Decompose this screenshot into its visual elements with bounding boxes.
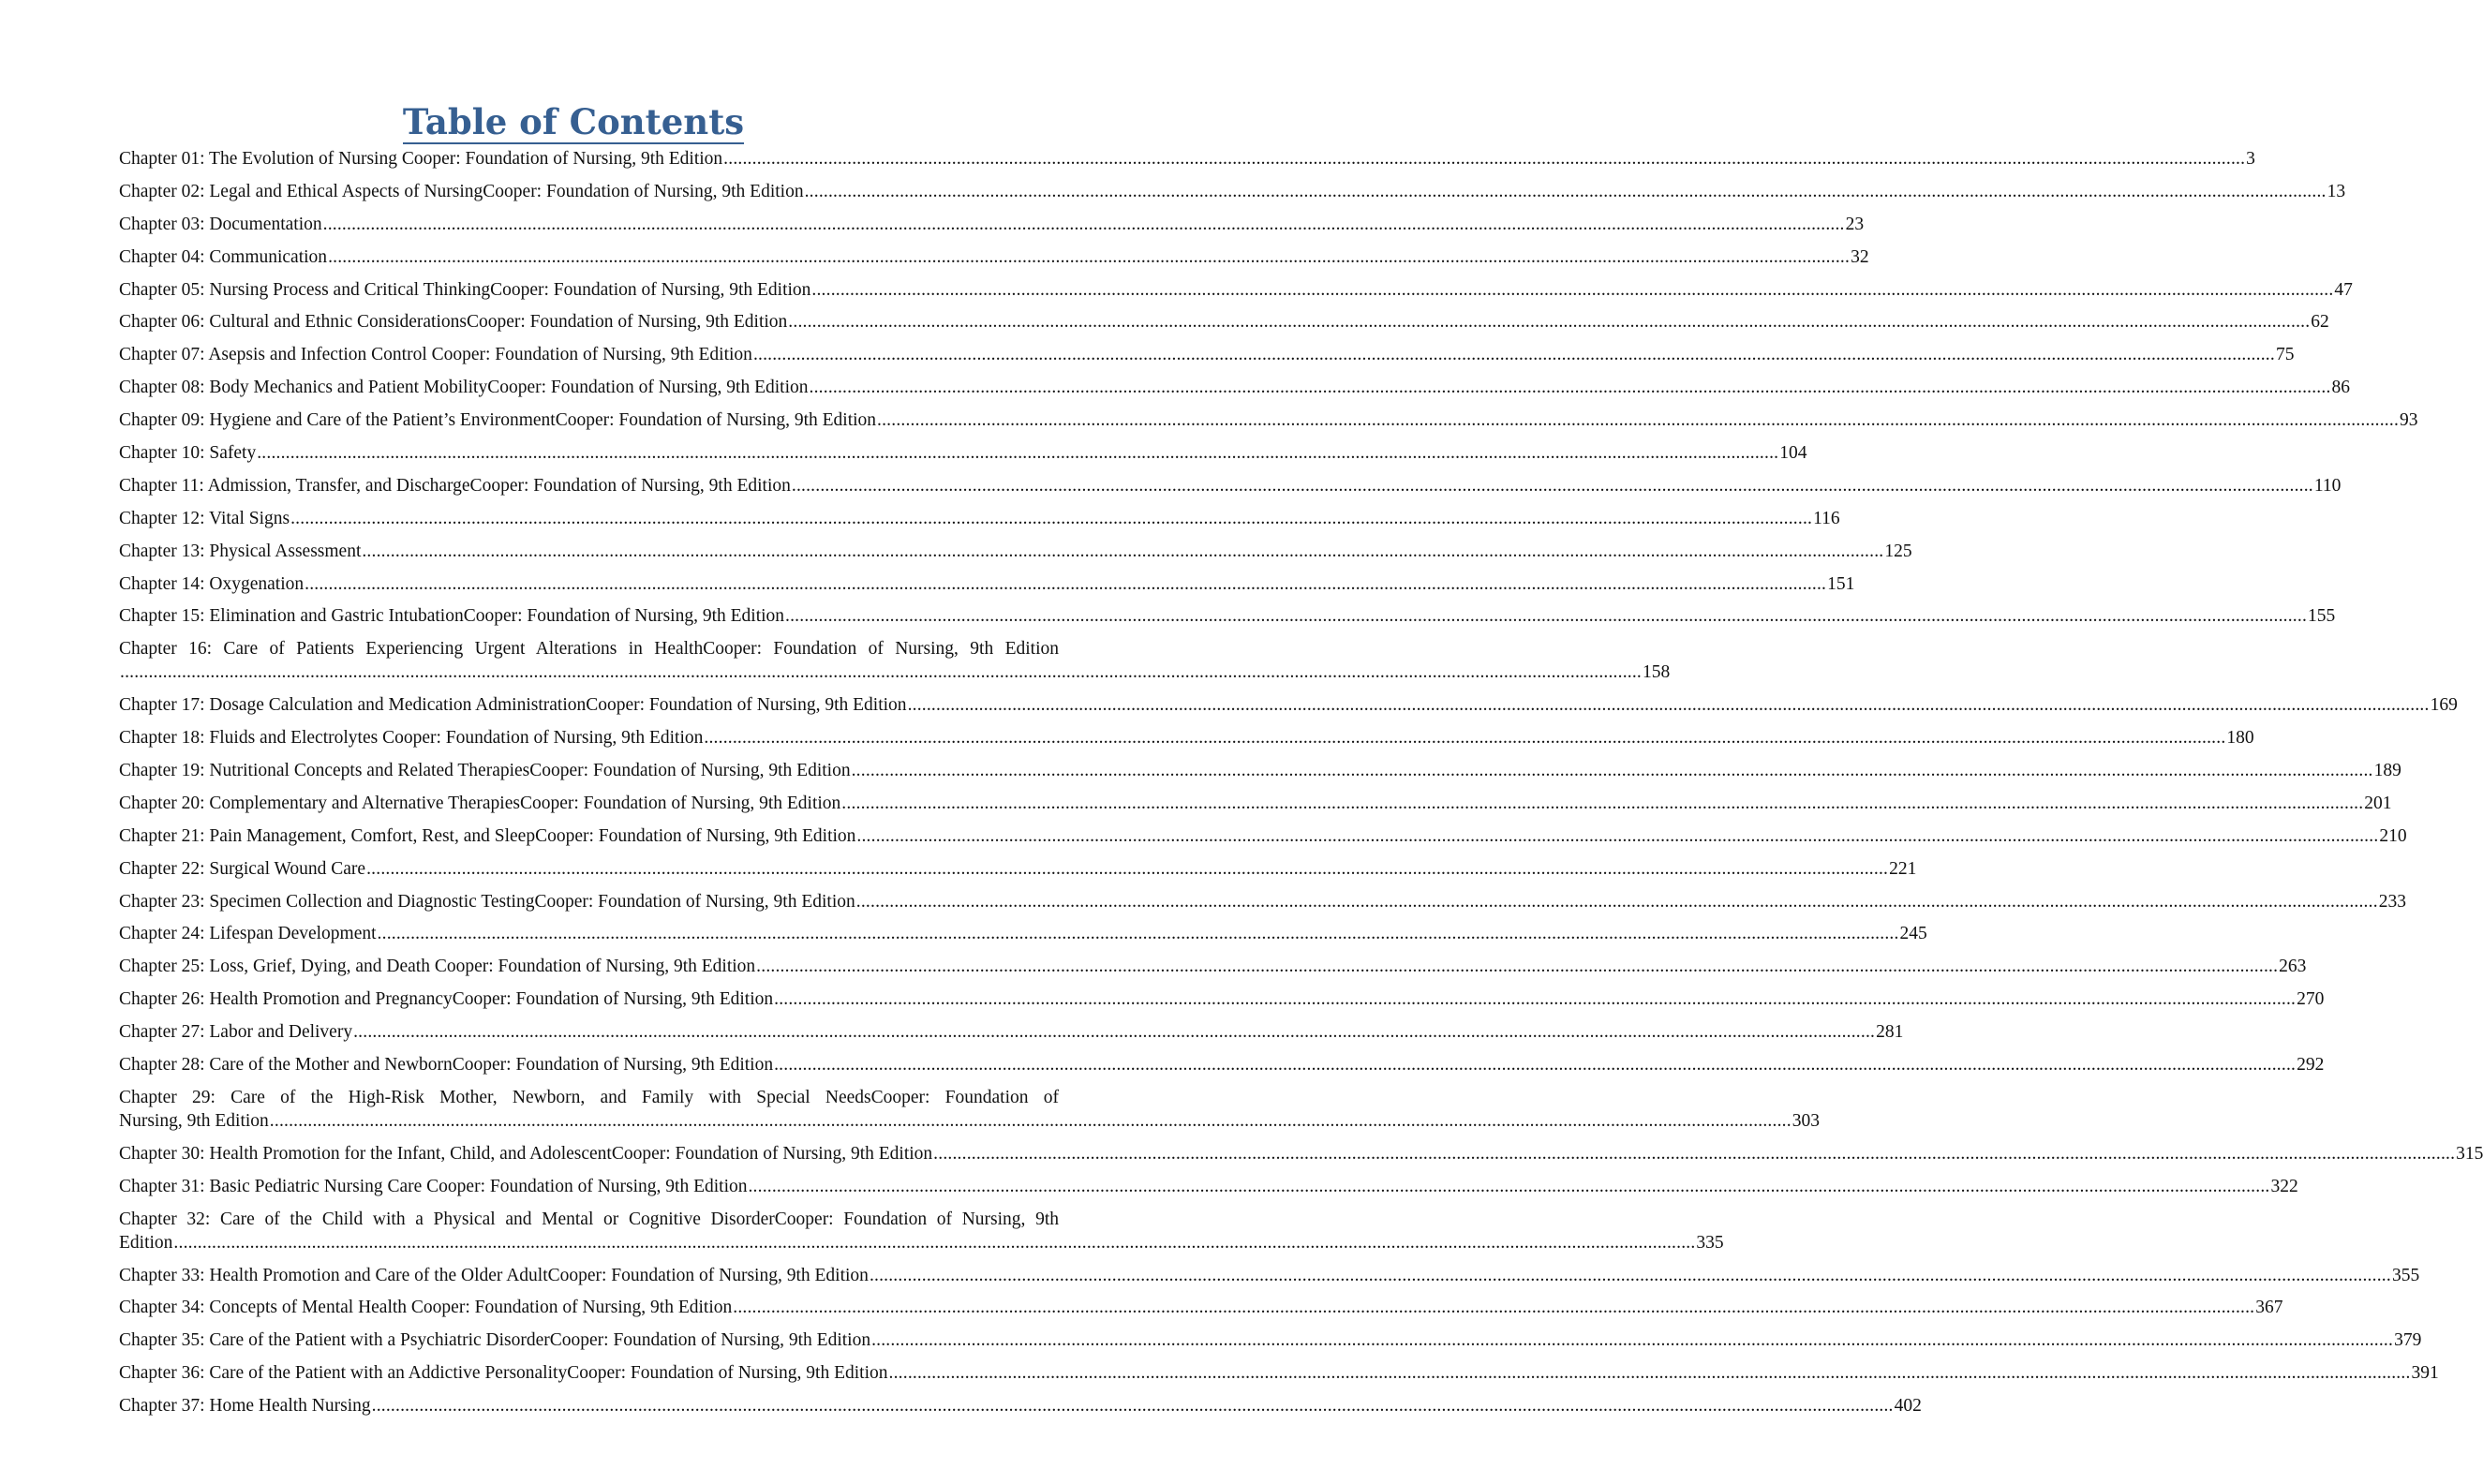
toc-entry[interactable] bbox=[119, 408, 2418, 432]
toc-entry-title: Chapter 07: Asepsis and Infection Control Cooper: Foundation of Nursing, 9th Edition bbox=[119, 345, 752, 365]
toc-entry-title-line: Chapter 32: Care of the Child with a Physical and Mental or Cognitive DisorderCooper: Foundation of Nursing, 9th bbox=[119, 1209, 1059, 1229]
dot-leader bbox=[305, 572, 1826, 596]
toc-entry[interactable] bbox=[119, 245, 1869, 269]
toc-entry-page-number: 180 bbox=[2226, 728, 2254, 749]
dot-leader bbox=[871, 1328, 2393, 1352]
dot-leader bbox=[785, 604, 2307, 628]
toc-entry-line bbox=[119, 343, 2295, 366]
toc-entry-title: Chapter 31: Basic Pediatric Nursing Care Cooper: Foundation of Nursing, 9th Edition bbox=[119, 1176, 748, 1196]
toc-entry-title: Chapter 23: Specimen Collection and Diagnostic TestingCooper: Foundation of Nursing, 9th Edition bbox=[119, 891, 855, 912]
toc-entry[interactable] bbox=[119, 310, 2329, 334]
toc-entry-page-number: 158 bbox=[1643, 662, 1671, 683]
toc-entry-title: Chapter 27: Labor and Delivery bbox=[119, 1022, 353, 1043]
dot-leader bbox=[933, 1142, 2455, 1165]
toc-entry[interactable] bbox=[119, 693, 2458, 717]
toc-entry-line bbox=[119, 474, 2342, 497]
toc-entry-line bbox=[119, 922, 1927, 945]
toc-entry-line bbox=[119, 1175, 2298, 1198]
toc-entry[interactable] bbox=[119, 1296, 2283, 1319]
toc-entry-title: Chapter 04: Communication bbox=[119, 246, 328, 267]
toc-entry-line bbox=[119, 441, 1807, 465]
toc-entry-page-number: 104 bbox=[1779, 443, 1807, 464]
toc-entry-line bbox=[119, 660, 1671, 684]
toc-entry[interactable] bbox=[119, 637, 1671, 684]
toc-entry-line bbox=[119, 1394, 1922, 1417]
dot-leader bbox=[792, 474, 2313, 497]
toc-entry-line bbox=[119, 572, 1855, 596]
toc-entry-line bbox=[119, 278, 2353, 302]
toc-entry-page-number: 355 bbox=[2391, 1265, 2420, 1285]
toc-entry-page-number: 315 bbox=[2456, 1143, 2483, 1164]
toc-entry-page-number: 303 bbox=[1792, 1110, 1821, 1131]
toc-entry[interactable] bbox=[119, 1086, 1821, 1133]
toc-entry[interactable] bbox=[119, 376, 2351, 399]
toc-entry[interactable] bbox=[119, 890, 2407, 913]
toc-entry-page-number: 263 bbox=[2279, 957, 2307, 977]
toc-entry[interactable] bbox=[119, 857, 1917, 881]
toc-entry-line bbox=[119, 1053, 2325, 1076]
toc-entry-title: Chapter 20: Complementary and Alternative TherapiesCooper: Foundation of Nursing, 9th Edition bbox=[119, 793, 841, 813]
toc-entry[interactable] bbox=[119, 474, 2342, 497]
toc-entry-title: Chapter 33: Health Promotion and Care of the Older AdultCooper: Foundation of Nursing, 9th Edition bbox=[119, 1265, 869, 1285]
toc-entry-line bbox=[119, 792, 2392, 815]
toc-entry-line bbox=[119, 1264, 2420, 1287]
toc-entry[interactable] bbox=[119, 824, 2407, 848]
toc-entry-title: Chapter 05: Nursing Process and Critical ThinkingCooper: Foundation of Nursing, 9th Edition bbox=[119, 279, 811, 300]
toc-entry-page-number: 47 bbox=[2334, 279, 2353, 300]
toc-entry-title: Chapter 36: Care of the Patient with an Addictive PersonalityCooper: Foundation of Nursing, 9th Edition bbox=[119, 1363, 888, 1384]
toc-entry-page-number: 13 bbox=[2327, 181, 2346, 201]
toc-entry-title: Chapter 08: Body Mechanics and Patient MobilityCooper: Foundation of Nursing, 9th Edition bbox=[119, 378, 809, 398]
toc-entry-page-number: 75 bbox=[2275, 345, 2295, 365]
toc-entry-line bbox=[119, 987, 2325, 1011]
toc-entry-title: Chapter 34: Concepts of Mental Health Cooper: Foundation of Nursing, 9th Edition bbox=[119, 1298, 733, 1318]
toc-entry-title: Chapter 25: Loss, Grief, Dying, and Death Cooper: Foundation of Nursing, 9th Edition bbox=[119, 957, 756, 977]
toc-entry-title: Chapter 21: Pain Management, Comfort, Rest, and SleepCooper: Foundation of Nursing, 9th Edition bbox=[119, 825, 856, 846]
toc-entry-page-number: 86 bbox=[2331, 378, 2351, 398]
toc-entry-line bbox=[119, 1142, 2483, 1165]
toc-entry-title: Chapter 03: Documentation bbox=[119, 214, 322, 234]
toc-entry[interactable] bbox=[119, 1175, 2298, 1198]
toc-entry-line bbox=[119, 693, 2458, 717]
toc-entry[interactable] bbox=[119, 180, 2346, 203]
toc-entry-line bbox=[119, 213, 1865, 236]
toc-entry-title: Edition bbox=[119, 1232, 173, 1253]
toc-entry-title: Chapter 02: Legal and Ethical Aspects of NursingCooper: Foundation of Nursing, 9th Edition bbox=[119, 181, 804, 201]
toc-entry[interactable] bbox=[119, 1208, 1724, 1254]
toc-entry-title: Chapter 37: Home Health Nursing bbox=[119, 1396, 371, 1417]
dot-leader bbox=[856, 824, 2378, 848]
toc-entry-title: Chapter 26: Health Promotion and PregnancyCooper: Foundation of Nursing, 9th Edition bbox=[119, 989, 774, 1010]
toc-entry-title: Chapter 11: Admission, Transfer, and DischargeCooper: Foundation of Nursing, 9th Edition bbox=[119, 475, 791, 496]
toc-entry[interactable] bbox=[119, 1053, 2325, 1076]
dot-leader bbox=[257, 441, 1778, 465]
toc-entry-page-number: 245 bbox=[1899, 924, 1927, 944]
toc-entry-page-number: 402 bbox=[1894, 1396, 1922, 1417]
dot-leader bbox=[353, 1020, 1875, 1044]
page-title-text: Table of Contents bbox=[402, 101, 745, 142]
toc-entry-page-number: 62 bbox=[2311, 312, 2329, 333]
dot-leader bbox=[877, 408, 2399, 432]
toc-entry[interactable] bbox=[119, 604, 2336, 628]
toc-entry-line bbox=[119, 1109, 1821, 1133]
toc-entry[interactable] bbox=[119, 922, 1927, 945]
toc-entry-line bbox=[119, 1296, 2283, 1319]
dot-leader bbox=[270, 1109, 1792, 1133]
toc-entry-page-number: 151 bbox=[1827, 573, 1855, 594]
toc-entry-title: Chapter 01: The Evolution of Nursing Cooper: Foundation of Nursing, 9th Edition bbox=[119, 149, 723, 169]
toc-entry-line bbox=[119, 1231, 1724, 1254]
toc-entry-line bbox=[119, 540, 1912, 563]
toc-entry-page-number: 93 bbox=[2400, 410, 2418, 431]
dot-leader bbox=[120, 660, 1642, 684]
toc-entry-title: Chapter 13: Physical Assessment bbox=[119, 541, 362, 561]
dot-leader bbox=[290, 507, 1812, 530]
toc-entry-page-number: 189 bbox=[2373, 761, 2401, 781]
dot-leader bbox=[774, 1053, 2296, 1076]
toc-entry[interactable] bbox=[119, 1264, 2420, 1287]
toc-entry-title-line: Chapter 29: Care of the High-Risk Mother, Newborn, and Family with Special NeedsCooper: Foundation of bbox=[119, 1087, 1059, 1107]
dot-leader bbox=[856, 890, 2378, 913]
dot-leader bbox=[774, 987, 2296, 1011]
toc-entry[interactable] bbox=[119, 1328, 2422, 1352]
dot-leader bbox=[756, 955, 2278, 978]
toc-entry-line bbox=[119, 376, 2351, 399]
toc-entry-title: Chapter 24: Lifespan Development bbox=[119, 924, 377, 944]
toc-entry-page-number: 201 bbox=[2364, 793, 2392, 813]
toc-entry-line bbox=[119, 507, 1840, 530]
toc-entry-title: Chapter 12: Vital Signs bbox=[119, 508, 290, 528]
toc-entry-line bbox=[119, 310, 2329, 334]
toc-entry-page-number: 379 bbox=[2394, 1330, 2422, 1351]
dot-leader bbox=[753, 343, 2275, 366]
dot-leader bbox=[852, 759, 2373, 782]
toc-entry-title: Chapter 19: Nutritional Concepts and Related TherapiesCooper: Foundation of Nursing, 9th Edition bbox=[119, 761, 851, 781]
toc-entry-page-number: 116 bbox=[1813, 508, 1840, 528]
toc-entry-line bbox=[119, 147, 2255, 171]
page-title bbox=[0, 101, 1147, 144]
toc-entry-page-number: 23 bbox=[1845, 214, 1865, 234]
toc-entry-line bbox=[119, 759, 2401, 782]
toc-entry[interactable] bbox=[119, 792, 2392, 815]
toc-entry[interactable] bbox=[119, 1394, 1922, 1417]
dot-leader bbox=[723, 147, 2245, 171]
toc-entry-line bbox=[119, 1020, 1904, 1044]
toc-entry-page-number: 322 bbox=[2270, 1176, 2298, 1196]
toc-entry[interactable] bbox=[119, 759, 2401, 782]
toc-entry-line bbox=[119, 180, 2346, 203]
dot-leader bbox=[372, 1394, 1894, 1417]
toc-entry-line bbox=[119, 890, 2407, 913]
dot-leader bbox=[811, 278, 2333, 302]
toc-entry-page-number: 210 bbox=[2379, 825, 2407, 846]
dot-leader bbox=[173, 1231, 1695, 1254]
dot-leader bbox=[748, 1175, 2269, 1198]
toc-entry-page-number: 155 bbox=[2308, 606, 2336, 627]
toc-entry-line bbox=[119, 604, 2336, 628]
toc-entry-page-number: 221 bbox=[1889, 858, 1917, 879]
table-of-contents bbox=[119, 147, 2483, 1427]
dot-leader bbox=[378, 922, 1899, 945]
toc-entry[interactable] bbox=[119, 213, 1865, 236]
toc-entry[interactable] bbox=[119, 1361, 2439, 1385]
toc-entry-line bbox=[119, 1328, 2422, 1352]
dot-leader bbox=[323, 213, 1845, 236]
toc-entry-title: Chapter 06: Cultural and Ethnic ConsiderationsCooper: Foundation of Nursing, 9th Edition bbox=[119, 312, 788, 333]
toc-entry-title: Chapter 17: Dosage Calculation and Medication AdministrationCooper: Foundation of Nursing, 9th Edition bbox=[119, 695, 907, 716]
dot-leader bbox=[805, 180, 2327, 203]
toc-entry-title: Chapter 15: Elimination and Gastric IntubationCooper: Foundation of Nursing, 9th Edition bbox=[119, 606, 785, 627]
dot-leader bbox=[366, 857, 1888, 881]
toc-entry-page-number: 292 bbox=[2297, 1055, 2325, 1076]
toc-entry-title: Chapter 22: Surgical Wound Care bbox=[119, 858, 366, 879]
toc-entry-line bbox=[119, 245, 1869, 269]
toc-entry[interactable] bbox=[119, 507, 1840, 530]
toc-entry[interactable] bbox=[119, 1020, 1904, 1044]
toc-entry-title: Chapter 30: Health Promotion for the Infant, Child, and AdolescentCooper: Foundation of Nursing, 9th Edition bbox=[119, 1143, 933, 1164]
dot-leader bbox=[362, 540, 1883, 563]
toc-entry-title-line: Chapter 16: Care of Patients Experiencing Urgent Alterations in HealthCooper: Foundation of Nursing, 9th Edition bbox=[119, 639, 1059, 660]
toc-entry[interactable] bbox=[119, 572, 1855, 596]
toc-entry-page-number: 233 bbox=[2378, 891, 2407, 912]
toc-entry-page-number: 270 bbox=[2297, 989, 2325, 1010]
toc-entry-line bbox=[119, 955, 2307, 978]
toc-entry[interactable] bbox=[119, 987, 2325, 1011]
toc-entry[interactable] bbox=[119, 147, 2255, 171]
dot-leader bbox=[908, 693, 2430, 717]
toc-entry[interactable] bbox=[119, 540, 1912, 563]
toc-entry-title: Chapter 28: Care of the Mother and NewbornCooper: Foundation of Nursing, 9th Edition bbox=[119, 1055, 774, 1076]
toc-entry-line bbox=[119, 408, 2418, 432]
toc-entry[interactable] bbox=[119, 441, 1807, 465]
toc-entry-title: Chapter 35: Care of the Patient with a Psychiatric DisorderCooper: Foundation of Nursing, 9th Edition bbox=[119, 1330, 871, 1351]
toc-entry-page-number: 110 bbox=[2313, 475, 2342, 496]
toc-entry-line bbox=[119, 726, 2254, 749]
toc-entry-page-number: 367 bbox=[2255, 1298, 2283, 1318]
toc-entry[interactable] bbox=[119, 726, 2254, 749]
dot-leader bbox=[704, 726, 2225, 749]
toc-entry-line bbox=[119, 824, 2407, 848]
dot-leader bbox=[889, 1361, 2411, 1385]
dot-leader bbox=[733, 1296, 2254, 1319]
toc-entry-title: Chapter 14: Oxygenation bbox=[119, 573, 305, 594]
toc-entry-title: Chapter 10: Safety bbox=[119, 443, 257, 464]
dot-leader bbox=[788, 310, 2310, 334]
dot-leader bbox=[870, 1264, 2391, 1287]
dot-leader bbox=[328, 245, 1850, 269]
toc-entry-title: Chapter 18: Fluids and Electrolytes Cooper: Foundation of Nursing, 9th Edition bbox=[119, 728, 704, 749]
toc-entry[interactable] bbox=[119, 343, 2295, 366]
toc-entry-page-number: 281 bbox=[1876, 1022, 1904, 1043]
toc-entry-page-number: 3 bbox=[2246, 149, 2255, 169]
toc-entry[interactable] bbox=[119, 1142, 2483, 1165]
toc-entry-page-number: 335 bbox=[1696, 1232, 1724, 1253]
toc-entry-line bbox=[119, 1361, 2439, 1385]
toc-entry-title: Chapter 09: Hygiene and Care of the Patient’s EnvironmentCooper: Foundation of Nursing, 9th Edition bbox=[119, 410, 877, 431]
toc-entry-page-number: 391 bbox=[2411, 1363, 2439, 1384]
toc-entry[interactable] bbox=[119, 955, 2307, 978]
toc-entry[interactable] bbox=[119, 278, 2353, 302]
toc-entry-page-number: 125 bbox=[1884, 541, 1912, 561]
toc-entry-page-number: 169 bbox=[2430, 695, 2458, 716]
dot-leader bbox=[810, 376, 2331, 399]
toc-entry-page-number: 32 bbox=[1851, 246, 1869, 267]
dot-leader bbox=[841, 792, 2363, 815]
toc-entry-title: Nursing, 9th Edition bbox=[119, 1110, 269, 1131]
toc-entry-line bbox=[119, 857, 1917, 881]
